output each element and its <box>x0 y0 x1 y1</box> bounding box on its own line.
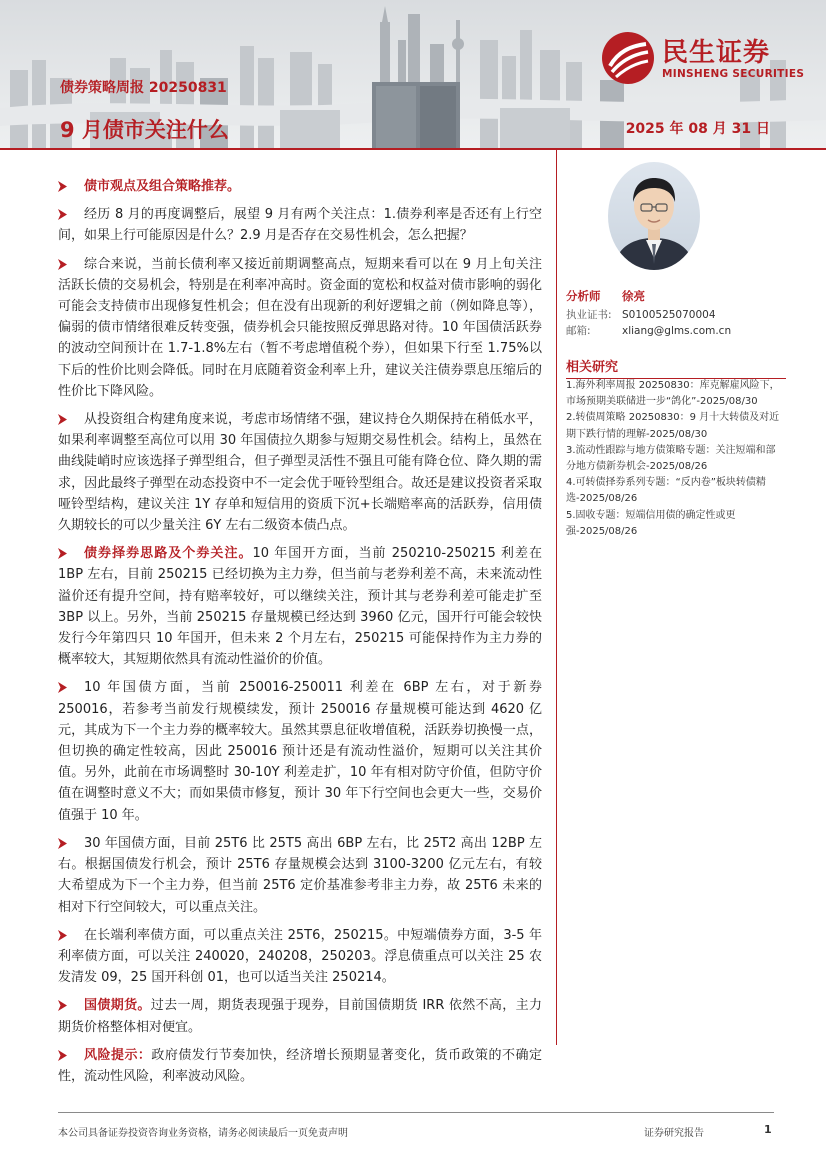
related-research-link[interactable]: 4.可转债择券系列专题：“反内卷”板块转债精选-2025/08/26 <box>566 477 766 505</box>
cert-label: 执业证书: <box>566 309 612 321</box>
paragraph-lead: 国债期货。 <box>84 998 151 1014</box>
analyst-email-link[interactable]: xliang@glms.com.cn <box>622 325 732 337</box>
body-paragraph <box>58 543 542 670</box>
analyst-portrait-icon <box>606 160 702 272</box>
body-paragraph <box>58 254 542 402</box>
paragraph-text: 10 年国债方面，当前 250016-250011 利差在 6BP 左右，对于新券 250016，若参考当前发行规模续发，预计 250016 存量规模可能达到 4620 亿元，其成为下一个主力券的概率较大。虽然其票息征收增值税，活跃券切换慢一点，但切换的确定性较高，因此 250016 预计还是有流动性溢价，短期可以关注其价值。另外，此前在市场调整时 30-10Y 利差走扩，10 年有相对防守价值，但防守价值在调整时意义不大；而如果债市修复，预计 30 年下行空间也会更大一些，交易价值强于 10 年。 <box>58 680 542 823</box>
body-paragraph <box>58 925 542 989</box>
body-paragraph <box>58 833 542 918</box>
body-paragraph <box>58 409 542 536</box>
paragraph-text: 经历 8 月的再度调整后，展望 9 月有两个关注点：1.债券利率是否还有上行空间，如果上行可能原因是什么？2.9 月是否存在交易性机会，怎么把握？ <box>58 207 542 244</box>
related-research-link[interactable]: 1.海外利率周报 20250830：库克解雇风险下，市场预期美联储进一步“鸽化”-2025/08/30 <box>566 380 780 408</box>
analyst-name-row <box>566 286 786 307</box>
bullet-arrow-icon <box>58 682 68 693</box>
related-research-list <box>566 378 780 540</box>
cert-number: S0100525070004 <box>622 309 716 321</box>
paragraph-lead: 债券择券思路及个券关注。 <box>84 546 253 562</box>
related-research-link[interactable]: 2.转债周策略 20250830：9 月十大转债及对近期下跌行情的理解-2025/08/30 <box>566 412 780 440</box>
related-research-link[interactable]: 3.流动性跟踪与地方债策略专题：关注短端和部分地方债新券机会-2025/08/26 <box>566 444 776 473</box>
paragraph-text: 过去一周，期货表现强于现券，目前国债期货 IRR 依然不高，主力期货价格整体相对便宜。 <box>58 998 542 1035</box>
brand-logo-icon <box>600 30 656 86</box>
brand-name-en: MINSHENG SECURITIES <box>662 68 805 80</box>
paragraph-text: 30 年国债方面，目前 25T6 比 25T5 高出 6BP 左右，比 25T2 高出 12BP 左右。根据国债发行机会，预计 25T6 存量规模会达到 3100-3200 亿元左右，有较大希望成为下一个主力券，但当前 25T6 定价基准参考非主力券，故 25T6 未来的相对下行空间较大，可以重点关注。 <box>58 835 542 915</box>
email-label: 邮箱: <box>566 325 591 337</box>
paragraph-text: 在长端利率债方面，可以重点关注 25T6，250215。中短端债券方面，3-5 年利率债方面，可以关注 240020，240208，250203。浮息债重点可以关注 25 农发清发 09，25 国开科创 01，也可以适当关注 250214。 <box>58 927 542 986</box>
header-divider <box>0 148 826 150</box>
analyst-info <box>566 286 786 339</box>
paragraph-text: 政府债发行节奏加快，经济增长预期显著变化，货币政策的不确定性，流动性风险，利率波动风险。 <box>58 1047 542 1084</box>
footer-disclaimer: 本公司具备证券投资咨询业务资格，请务必阅读最后一页免责声明 <box>58 1128 348 1139</box>
report-date: 2025 年 08 月 31 日 <box>625 121 770 137</box>
body-paragraph <box>58 176 542 197</box>
column-divider <box>556 150 557 1045</box>
brand-logo <box>600 30 810 90</box>
analyst-email-row <box>566 323 786 339</box>
analyst-photo <box>606 160 702 272</box>
analyst-cert-row <box>566 307 786 323</box>
footer-doc-type: 证券研究报告 <box>644 1128 704 1139</box>
bullet-arrow-icon <box>58 209 68 220</box>
body-paragraph <box>58 1045 542 1087</box>
report-type: 债券策略周报 20250831 <box>60 80 227 96</box>
body-paragraph <box>58 677 542 825</box>
page-title: 9 月债市关注什么 <box>60 118 229 142</box>
header-banner <box>0 0 826 150</box>
related-research-heading: 相关研究 <box>566 356 786 379</box>
body-paragraph <box>58 995 542 1037</box>
paragraph-text: 10 年国开方面，当前 250210-250215 利差在 1BP 左右，目前 250215 已经切换为主力券，但当前与老券利差不高，未来流动性溢价还有提升空间，持有赔率较好，可以继续关注，预计其与老券利差可能走扩至 3BP 以上。另外，当前 250215 存量规模已经达到 3960 亿元，国开行可能会较快发行今年第四只 10 年国开，但未来 2 个月左右，250215 可能保持作为主力券的概率较大，其短期依然具有流动性溢价的价值。 <box>58 546 542 668</box>
bullet-arrow-icon <box>58 1000 68 1011</box>
paragraph-text: 综合来说，当前长债利率又接近前期调整高点，短期来看可以在 9 月上旬关注活跃长债的交易机会，特别是在利率冲高时。资金面的宽松和权益对债市影响的弱化可能会支持债市出现修复性机会；但在没有出现新的利好逻辑之前（例如降息等），偏弱的债市情绪很难反转变强，债券机会只能按照反弹思路对待。10 年国债活跃券的波动空间预计在 1.7-1.8%左右（暂不考虑增值税个券），但如果下行至 1.75%以下后的性价比则会降低。同时在月底随着资金利率上升，建议关注债券票息压缩后的性价比下降风险。 <box>58 256 542 399</box>
bullet-arrow-icon <box>58 548 68 559</box>
analyst-role-label: 分析师 <box>566 289 601 303</box>
analyst-name: 徐亮 <box>622 289 645 303</box>
footer-divider <box>58 1112 774 1113</box>
paragraph-text: 从投资组合构建角度来说，考虑市场情绪不强，建议持仓久期保持在稍低水平，如果利率调整至高位可以用 30 年国债拉久期参与短期交易性机会。结构上，虽然在曲线陡峭时应该选择子弹型组合，但子弹型灵活性不强且可能有降仓位、降久期的需求，因此最终子弹型在动态投资中不一定会优于哑铃型组合。故还是建议投资者采取哑铃型结构，建议关注 1Y 存单和短信用的资质下沉+长端赔率高的活跃券，信用债久期较长的可以少量关注 6Y 左右二级资本债凸点。 <box>58 412 542 534</box>
bullet-arrow-icon <box>58 1050 68 1061</box>
report-body <box>58 176 542 1094</box>
bullet-arrow-icon <box>58 259 68 270</box>
paragraph-lead: 债市观点及组合策略推荐。 <box>84 179 241 194</box>
brand-name-cn: 民生证券 <box>662 38 771 68</box>
bullet-arrow-icon <box>58 414 68 425</box>
bullet-arrow-icon <box>58 930 68 941</box>
body-paragraph <box>58 204 542 246</box>
bullet-arrow-icon <box>58 838 68 849</box>
bullet-arrow-icon <box>58 181 68 192</box>
related-research-link[interactable]: 5.固收专题：短端信用债的确定性或更强-2025/08/26 <box>566 509 736 537</box>
page-number: 1 <box>764 1123 772 1136</box>
paragraph-lead: 风险提示： <box>84 1047 152 1063</box>
